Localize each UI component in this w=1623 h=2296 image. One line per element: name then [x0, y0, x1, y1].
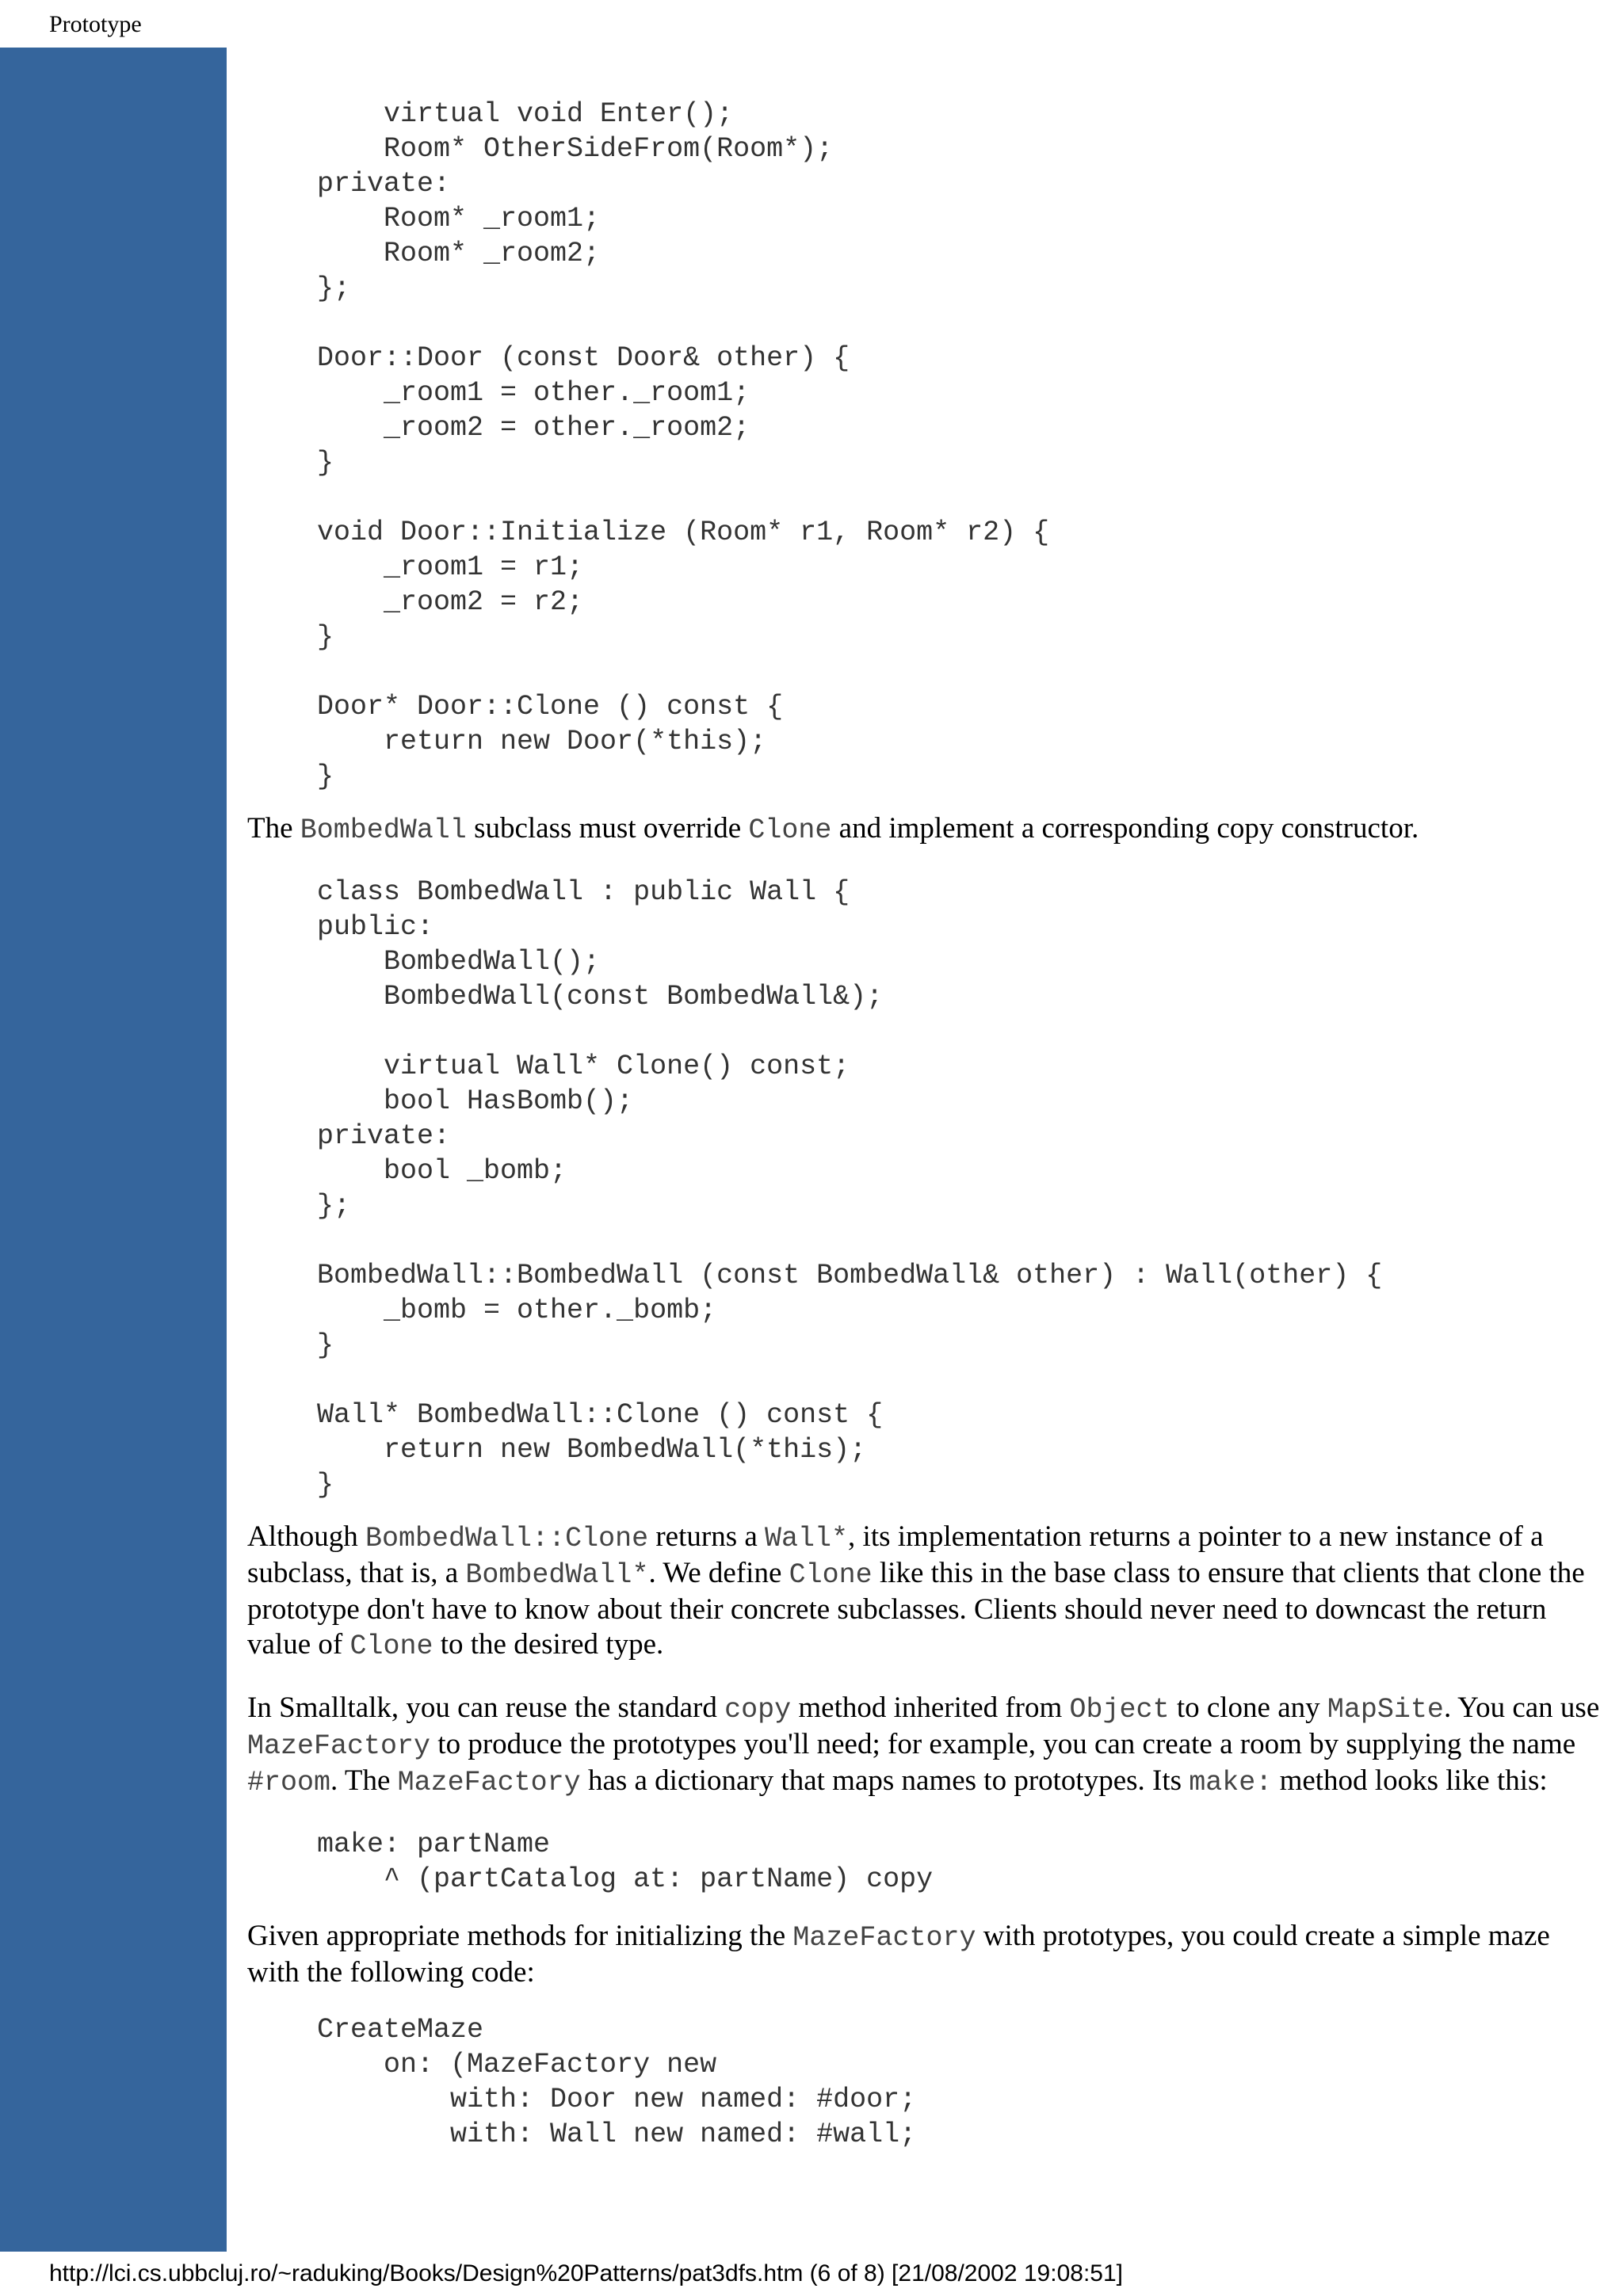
code-line: [317, 1223, 1607, 1258]
paragraph-text: , its implementation returns a pointer to a new instance of a subclass, that is, a: [247, 1520, 1544, 1589]
code-line: [317, 480, 1607, 515]
code-line: CreateMaze: [317, 2014, 484, 2046]
inline-code: MazeFactory: [397, 1767, 581, 1798]
code-block: [317, 97, 1607, 794]
code-line: _bomb = other._bomb;: [317, 1295, 717, 1326]
inline-code: MapSite: [1327, 1694, 1444, 1726]
code-line: Room* _room1;: [317, 203, 601, 235]
paragraph-text: subclass must override: [466, 812, 749, 845]
inline-code: Wall*: [765, 1523, 849, 1554]
paragraph: [247, 1691, 1607, 1800]
paragraph-text: Given appropriate methods for initializing the: [247, 1920, 793, 1952]
code-line: }: [317, 1469, 334, 1501]
paragraph-text: method looks like this:: [1272, 1764, 1548, 1797]
paragraph: [247, 811, 1607, 848]
code-line: [317, 306, 1607, 341]
inline-code: BombedWall: [300, 814, 467, 846]
paragraph-text: In Smalltalk, you can reuse the standard: [247, 1691, 725, 1724]
code-line: Wall* BombedWall::Clone () const {: [317, 1399, 884, 1431]
inline-code: copy: [724, 1694, 792, 1726]
inline-code: Clone: [789, 1559, 873, 1591]
code-block: [317, 1827, 1607, 1897]
code-line: BombedWall(const BombedWall&);: [317, 981, 884, 1013]
code-line: [317, 1363, 1607, 1398]
code-line: };: [317, 273, 351, 304]
code-block: [317, 875, 1607, 1502]
code-line: virtual Wall* Clone() const;: [317, 1051, 850, 1082]
paragraph-text: has a dictionary that maps names to prototypes. Its: [580, 1764, 1190, 1797]
code-line: private:: [317, 168, 451, 200]
code-line: BombedWall();: [317, 946, 601, 978]
code-line: with: Door new named: #door;: [317, 2084, 917, 2115]
paragraph-text: with prototypes, you could create a simple maze with the following code:: [247, 1920, 1550, 1989]
code-line: };: [317, 1190, 351, 1222]
paragraph: [247, 1520, 1607, 1664]
inline-code: Object: [1069, 1694, 1170, 1726]
code-line: return new BombedWall(*this);: [317, 1434, 867, 1466]
code-line: _room2 = r2;: [317, 586, 584, 618]
code-line: _room1 = r1;: [317, 551, 584, 583]
code-line: private:: [317, 1120, 451, 1152]
paragraph-text: The: [247, 812, 300, 845]
code-line: _room1 = other._room1;: [317, 377, 750, 409]
code-line: Room* _room2;: [317, 238, 601, 269]
paragraph-text: Although: [247, 1520, 366, 1553]
code-line: Room* OtherSideFrom(Room*);: [317, 133, 834, 165]
page-footer-url: http://lci.cs.ubbcluj.ro/~raduking/Books/Design%20Patterns/pat3dfs.htm (6 of 8) [21/08/2002 19:08:51]: [49, 2260, 1123, 2286]
code-line: }: [317, 761, 334, 792]
paragraph-text: like this in the base class to ensure that clients that clone the prototype don't have to know about their concrete subclasses. Clients should never need to downcast the return value of: [247, 1557, 1585, 1661]
code-line: class BombedWall : public Wall {: [317, 876, 850, 908]
page-header-title: Prototype: [49, 11, 142, 37]
code-line: bool _bomb;: [317, 1155, 567, 1187]
code-line: on: (MazeFactory new: [317, 2049, 717, 2081]
code-line: _room2 = other._room2;: [317, 412, 750, 444]
code-line: }: [317, 621, 334, 653]
document-content: [247, 97, 1607, 2152]
paragraph-text: to produce the prototypes you'll need; for example, you can create a room by supplying the name: [430, 1728, 1576, 1760]
paragraph-text: to clone any: [1169, 1691, 1327, 1724]
code-line: }: [317, 447, 334, 479]
code-line: public:: [317, 911, 434, 943]
code-line: with: Wall new named: #wall;: [317, 2119, 917, 2150]
inline-code: make:: [1189, 1767, 1273, 1798]
code-line: virtual void Enter();: [317, 98, 734, 130]
code-line: [317, 654, 1607, 689]
inline-code: BombedWall*: [465, 1559, 649, 1591]
code-line: make: partName: [317, 1829, 551, 1860]
code-line: Door* Door::Clone () const {: [317, 691, 784, 723]
inline-code: MazeFactory: [247, 1730, 431, 1762]
paragraph-text: returns a: [648, 1520, 766, 1553]
inline-code: BombedWall::Clone: [365, 1523, 649, 1554]
code-line: return new Door(*this);: [317, 726, 767, 757]
paragraph-text: . You can use: [1443, 1691, 1600, 1724]
code-line: BombedWall::BombedWall (const BombedWall& other) : Wall(other) {: [317, 1260, 1383, 1291]
inline-code: #room: [247, 1767, 331, 1798]
inline-code: Clone: [748, 814, 832, 846]
code-line: bool HasBomb();: [317, 1085, 634, 1117]
inline-code: Clone: [349, 1630, 433, 1662]
paragraph-text: method inherited from: [791, 1691, 1070, 1724]
code-block: [317, 2012, 1607, 2152]
code-line: Door::Door (const Door& other) {: [317, 342, 850, 374]
paragraph-text: . We define: [648, 1557, 789, 1589]
code-line: }: [317, 1329, 334, 1361]
code-line: void Door::Initialize (Room* r1, Room* r2) {: [317, 517, 1050, 548]
inline-code: MazeFactory: [792, 1922, 976, 1954]
paragraph-text: to the desired type.: [433, 1628, 664, 1661]
sidebar-band: [0, 48, 227, 2252]
paragraph-text: and implement a corresponding copy constructor.: [831, 812, 1419, 845]
code-line: [317, 1014, 1607, 1049]
paragraph: [247, 1919, 1607, 1990]
code-line: ^ (partCatalog at: partName) copy: [317, 1863, 934, 1895]
paragraph-text: . The: [330, 1764, 398, 1797]
